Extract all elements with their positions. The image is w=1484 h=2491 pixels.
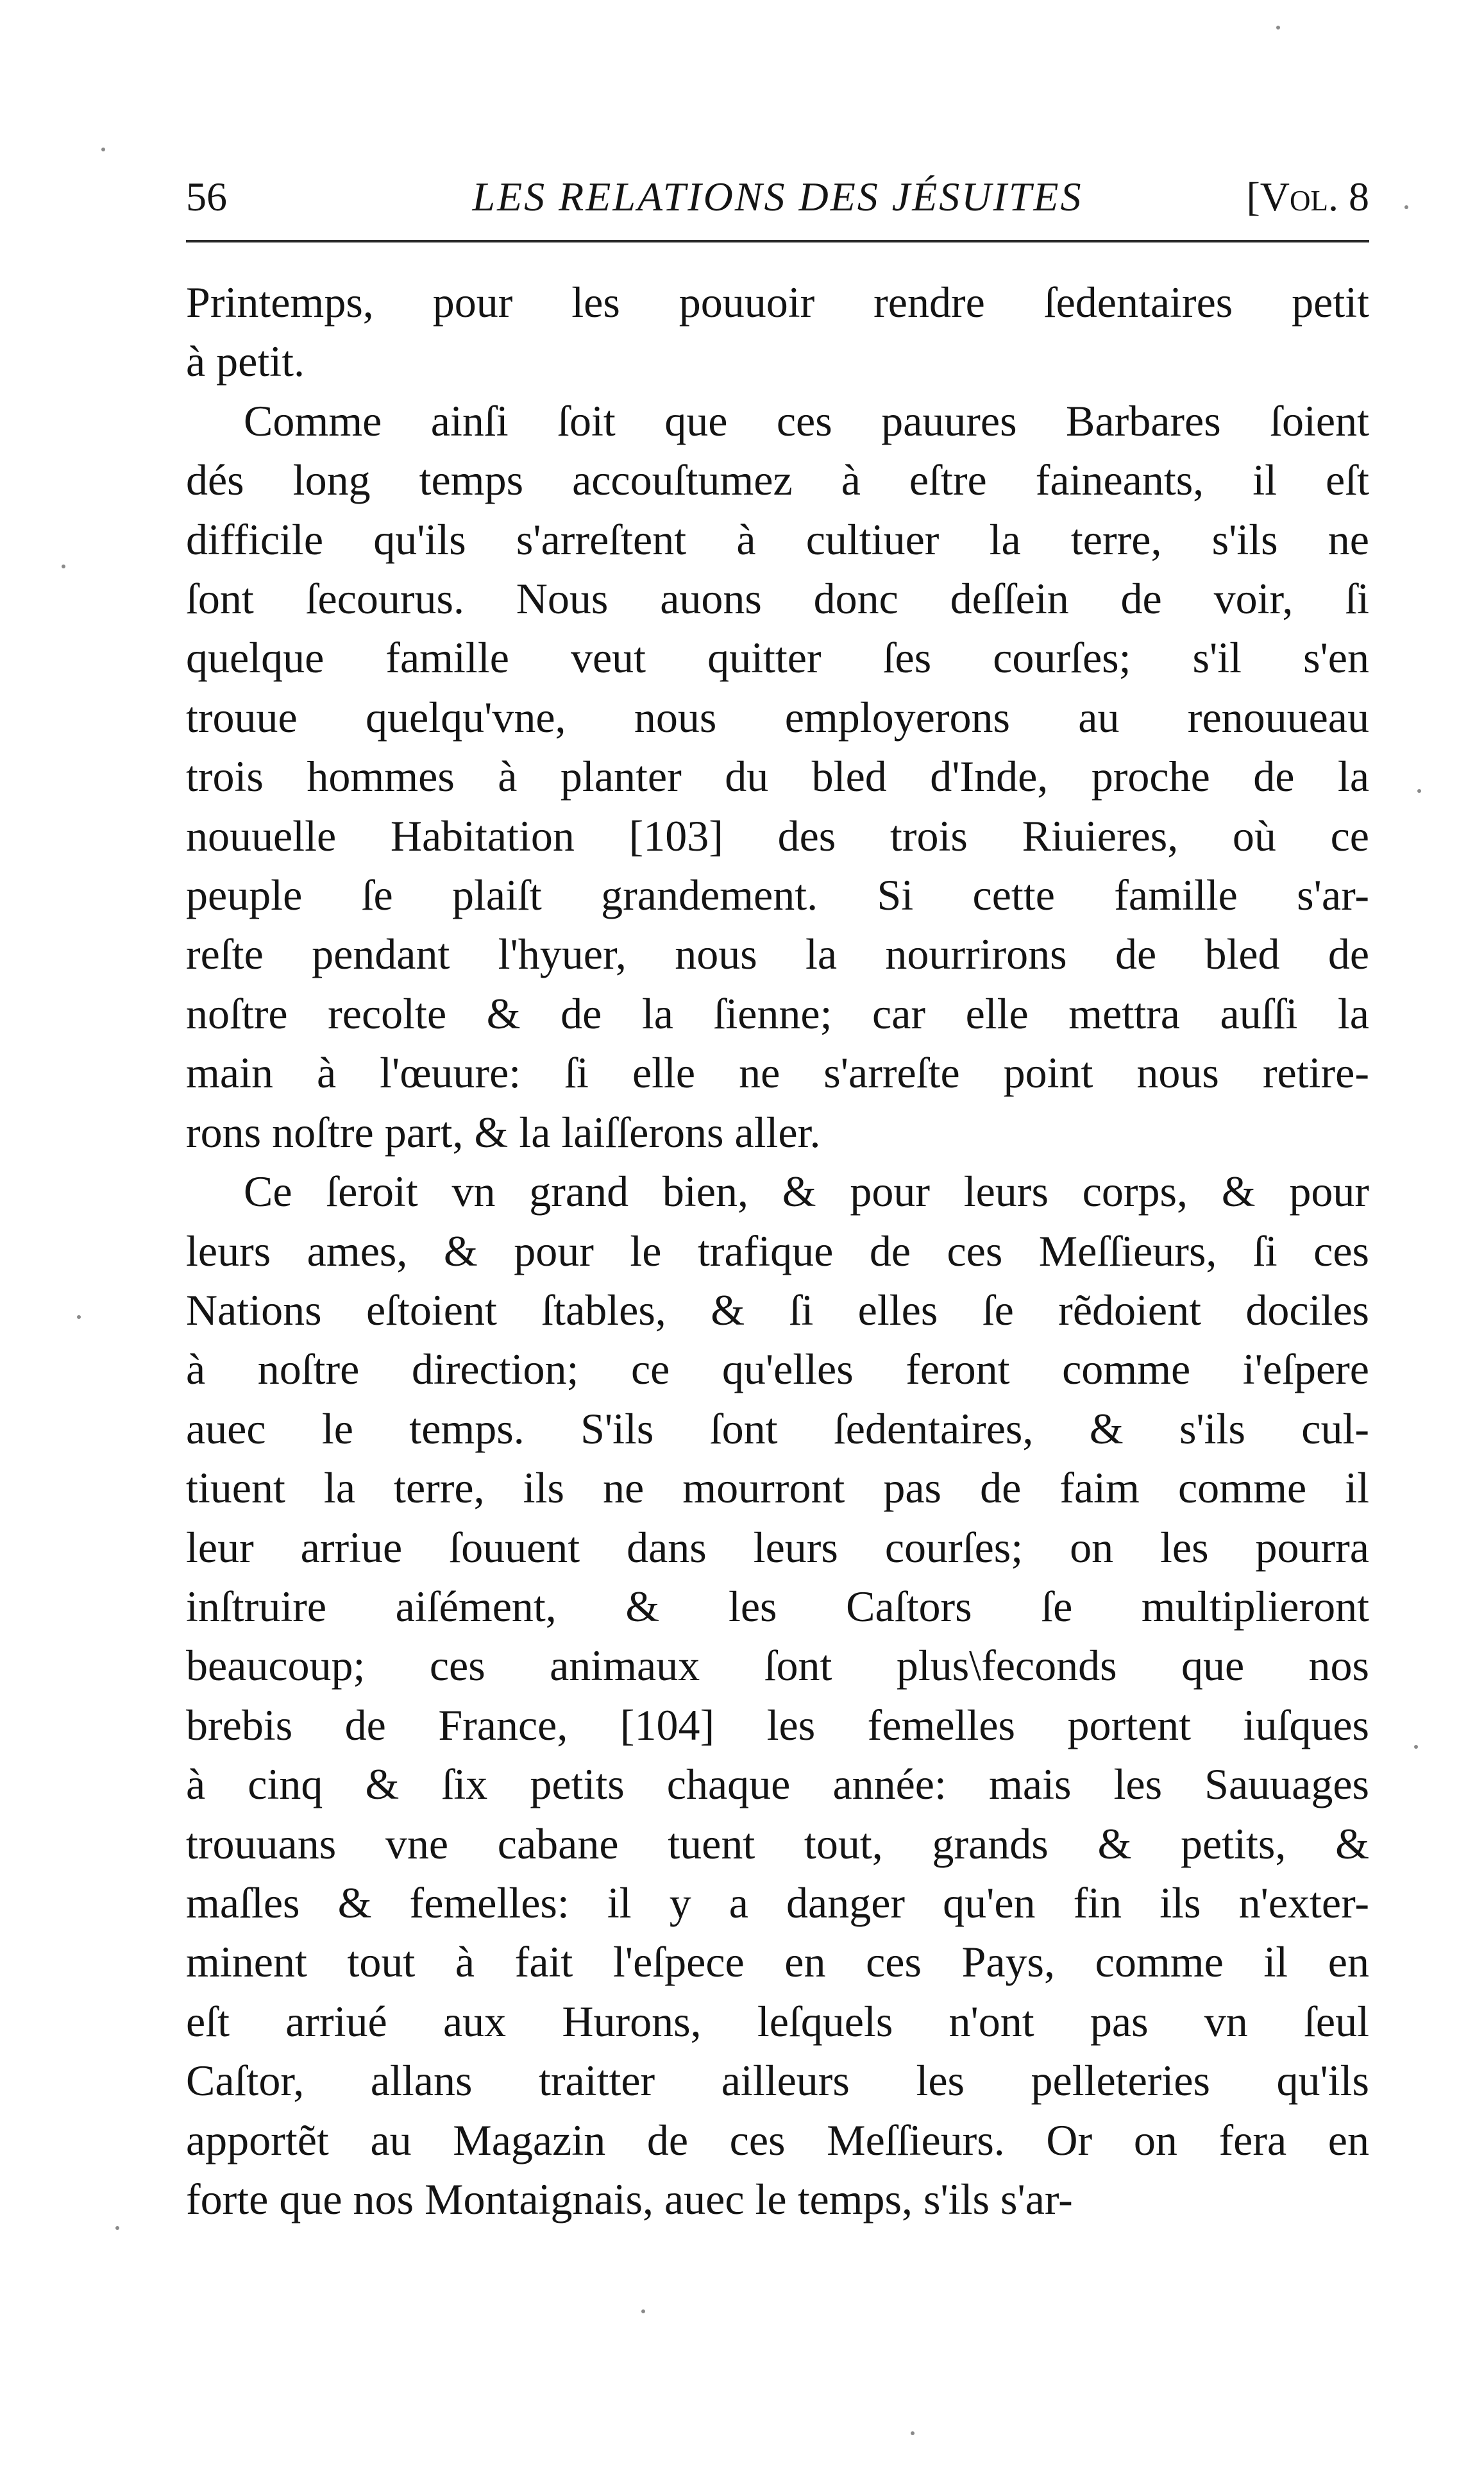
- scan-speck: [62, 565, 65, 568]
- text-line: à petit.: [186, 337, 305, 386]
- text-line: trois hommes à planter du bled d'Inde, proche de la: [186, 752, 1369, 801]
- running-title: LES RELATIONS DES JÉSUITES: [472, 174, 1083, 219]
- scan-speck: [1417, 789, 1421, 793]
- text-line: peuple ſe plaiſt grandement. Si cette famille s'ar-: [186, 871, 1369, 920]
- page-number: 56: [186, 174, 227, 219]
- text-line: beaucoup; ces animaux ſont plus\feconds que nos: [186, 1641, 1369, 1690]
- text-line: dés long temps accouſtumez à eſtre faineants, il eſt: [186, 455, 1369, 505]
- text-line: trouuans vne cabane tuent tout, grands & petits, &: [186, 1819, 1369, 1868]
- text-line: Caſtor, allans traitter ailleurs les pelleteries qu'ils: [186, 2056, 1369, 2105]
- volume-label: [Vol. 8: [1246, 174, 1369, 219]
- text-line: Comme ainſi ſoit que ces pauures Barbares ſoient: [244, 396, 1369, 445]
- text-line: à cinq & ſix petits chaque année: mais les Sauuages: [186, 1760, 1369, 1809]
- text-line: quelque famille veut quitter ſes courſes; s'il s'en: [186, 633, 1369, 683]
- text-line: inſtruire aiſément, & les Caſtors ſe multiplieront: [186, 1581, 1369, 1631]
- scan-speck: [1404, 205, 1408, 209]
- scan-speck: [911, 2431, 915, 2435]
- scan-speck: [1414, 1745, 1418, 1749]
- text-line: forte que nos Montaignais, auec le temps, s'ils s'ar-: [186, 2175, 1073, 2223]
- text-line: rons noſtre part, & la laiſſerons aller.: [186, 1107, 821, 1157]
- text-line: ſont ſecourus. Nous auons donc deſſein de voir, ſi: [186, 574, 1369, 624]
- scan-speck: [101, 148, 105, 151]
- text-line: Ce ſeroit vn grand bien, & pour leurs corps, & pour: [244, 1167, 1369, 1216]
- scan-speck: [1276, 26, 1280, 30]
- header-rule: [186, 240, 1369, 242]
- text-line: difficile qu'ils s'arreſtent à cultiuer la terre, s'ils ne: [186, 514, 1369, 564]
- text-line: auec le temps. S'ils ſont ſedentaires, & s'ils cul-: [186, 1404, 1369, 1453]
- text-line: leurs ames, & pour le trafique de ces Meſſieurs, ſi ces: [186, 1226, 1369, 1275]
- text-line: tiuent la terre, ils ne mourront pas de faim comme il: [186, 1463, 1369, 1513]
- body-text: [186, 273, 1369, 2229]
- paragraph-2: [186, 391, 1369, 1162]
- text-line: minent tout à fait l'eſpece en ces Pays, comme il en: [186, 1937, 1369, 1987]
- paragraph-1: [186, 273, 1369, 391]
- text-line: noſtre recolte & de la ſienne; car elle mettra auſſi la: [186, 989, 1369, 1038]
- text-line: à noſtre direction; ce qu'elles feront comme i'eſpere: [186, 1345, 1369, 1394]
- text-line: nouuelle Habitation [103] des trois Riuieres, où ce: [186, 811, 1369, 860]
- text-line: brebis de France, [104] les femelles portent iuſques: [186, 1700, 1369, 1749]
- text-line: main à l'œuure: ſi elle ne s'arreſte point nous retire-: [186, 1048, 1369, 1098]
- scan-speck: [115, 2226, 119, 2230]
- page-header: [186, 174, 1369, 219]
- text-line: maſles & femelles: il y a danger qu'en fin ils n'exter-: [186, 1878, 1369, 1927]
- paragraph-3: [186, 1162, 1369, 2229]
- text-line: apportẽt au Magazin de ces Meſſieurs. Or on fera en: [186, 2115, 1369, 2164]
- scan-speck: [641, 2309, 645, 2313]
- text-line: leur arriue ſouuent dans leurs courſes; on les pourra: [186, 1522, 1369, 1572]
- scan-speck: [77, 1315, 81, 1319]
- text-line: Nations eſtoient ſtables, & ſi elles ſe rẽdoient dociles: [186, 1285, 1369, 1334]
- text-line: reſte pendant l'hyuer, nous la nourrirons de bled de: [186, 930, 1369, 979]
- text-line: trouue quelqu'vne, nous employerons au renouueau: [186, 692, 1369, 742]
- text-line: Printemps, pour les pouuoir rendre ſedentaires petit: [186, 278, 1369, 327]
- text-line: eſt arriué aux Hurons, leſquels n'ont pas vn ſeul: [186, 1996, 1369, 2046]
